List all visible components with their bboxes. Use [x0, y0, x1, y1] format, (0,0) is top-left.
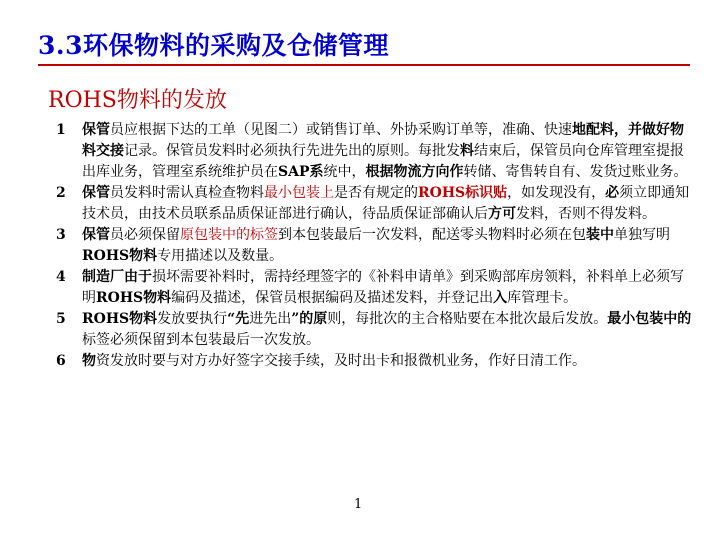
item-number: 3: [56, 227, 66, 243]
item-text: 标签必须保留到本包装最后一次发放。: [82, 332, 320, 348]
page-number: 1: [354, 497, 363, 512]
item-text-bold: ROHS物料: [82, 311, 158, 327]
list-item-5: [56, 309, 694, 351]
list-item-4: [56, 267, 694, 309]
item-text-bold: “先: [227, 311, 250, 327]
item-text-bold: 必: [605, 185, 620, 201]
item-text-bold: 最小包装中的: [607, 311, 692, 327]
item-text: 员应根据下达的工单（见图二）或销售订单、外协采购订单等，准确、快速: [110, 122, 572, 138]
item-text: 专用描述以及数量。: [157, 248, 284, 264]
item-text-bold: 制造厂由于: [82, 269, 152, 285]
item-text-bold: 保管: [82, 227, 110, 243]
item-text: 统中，: [323, 164, 366, 180]
item-text: 库管理卡。: [507, 290, 578, 306]
item-text-bold: 方可: [488, 206, 516, 222]
item-text: 转储、寄售转自有、发货过账业务。: [463, 164, 688, 180]
item-number: 4: [56, 269, 66, 285]
rules-list: [56, 120, 694, 372]
list-item-2: [56, 183, 694, 225]
item-text-highlight: 原包装中的标签: [180, 227, 278, 243]
item-text: 须立即通知技术员，由技术员联系品质保证部进行确认，待品质保证部确认后: [82, 185, 690, 222]
item-text: 员发料时需认真检查物料: [110, 185, 264, 201]
item-text: 资发放时要与对方办好签字交接手续，及时出卡和报微机业务，作好日清工作。: [96, 353, 586, 369]
item-text-bold: 地配料，并做好物料交接: [82, 122, 684, 159]
item-text: 结束后，保管员向仓库管理室提报出库业务，管理室系统维护员在: [82, 143, 684, 180]
list-item-3: [56, 225, 694, 267]
item-number: 6: [56, 353, 66, 369]
item-text-bold: ROHS物料: [96, 290, 172, 306]
item-text-bold: SAP系: [278, 164, 324, 180]
item-text-bold: 料: [460, 143, 474, 159]
section-subtitle: ROHS物料的发放: [48, 88, 227, 113]
item-text: 发放要执行: [157, 311, 228, 327]
page-title: 3.3环保物料的采购及仓储管理: [38, 31, 389, 60]
list-item-6: [56, 351, 694, 372]
item-text: 到本包装最后一次发料，配送零头物料时必须在包: [278, 227, 586, 243]
item-text-bold: 保管: [82, 122, 110, 138]
list-item-1: [56, 120, 694, 183]
item-text-bold: 根据物流方向作: [365, 164, 464, 180]
item-text-bold: 装中: [586, 227, 614, 243]
item-number: 2: [56, 185, 66, 201]
item-number: 1: [56, 122, 66, 138]
item-text: 进先出: [249, 311, 292, 327]
item-number: 5: [56, 311, 66, 327]
item-text-bold: ”的原: [291, 311, 328, 327]
item-text: 编码及描述，保管员根据编码及描述发料，并登记出: [171, 290, 494, 306]
item-text: 发料，否则不得发料。: [516, 206, 656, 222]
item-text-highlight: 最小包装上: [264, 185, 334, 201]
item-text: 是否有规定的: [334, 185, 418, 201]
title-divider: [38, 64, 690, 66]
item-text-bold: 保管: [82, 185, 110, 201]
item-text: 员必须保留: [110, 227, 180, 243]
item-text-bold: 入: [493, 290, 508, 306]
item-text: 损坏需要补料时，需持经理签字的《补料申请单》到采购部库房领料，补料单上必须写明: [82, 269, 684, 306]
item-text: 单独写明: [614, 227, 670, 243]
item-text: ，如发现没有，: [507, 185, 606, 201]
item-text: 则，每批次的主合格贴要在本批次最后发放。: [327, 311, 608, 327]
item-text-bold: ROHS物料: [82, 248, 158, 264]
item-text-bold: 物: [82, 353, 96, 369]
item-text: 记录。保管员发料时必须执行先进先出的原则。每批发: [124, 143, 460, 159]
item-text-highlight: ROHS标识贴: [418, 185, 508, 201]
